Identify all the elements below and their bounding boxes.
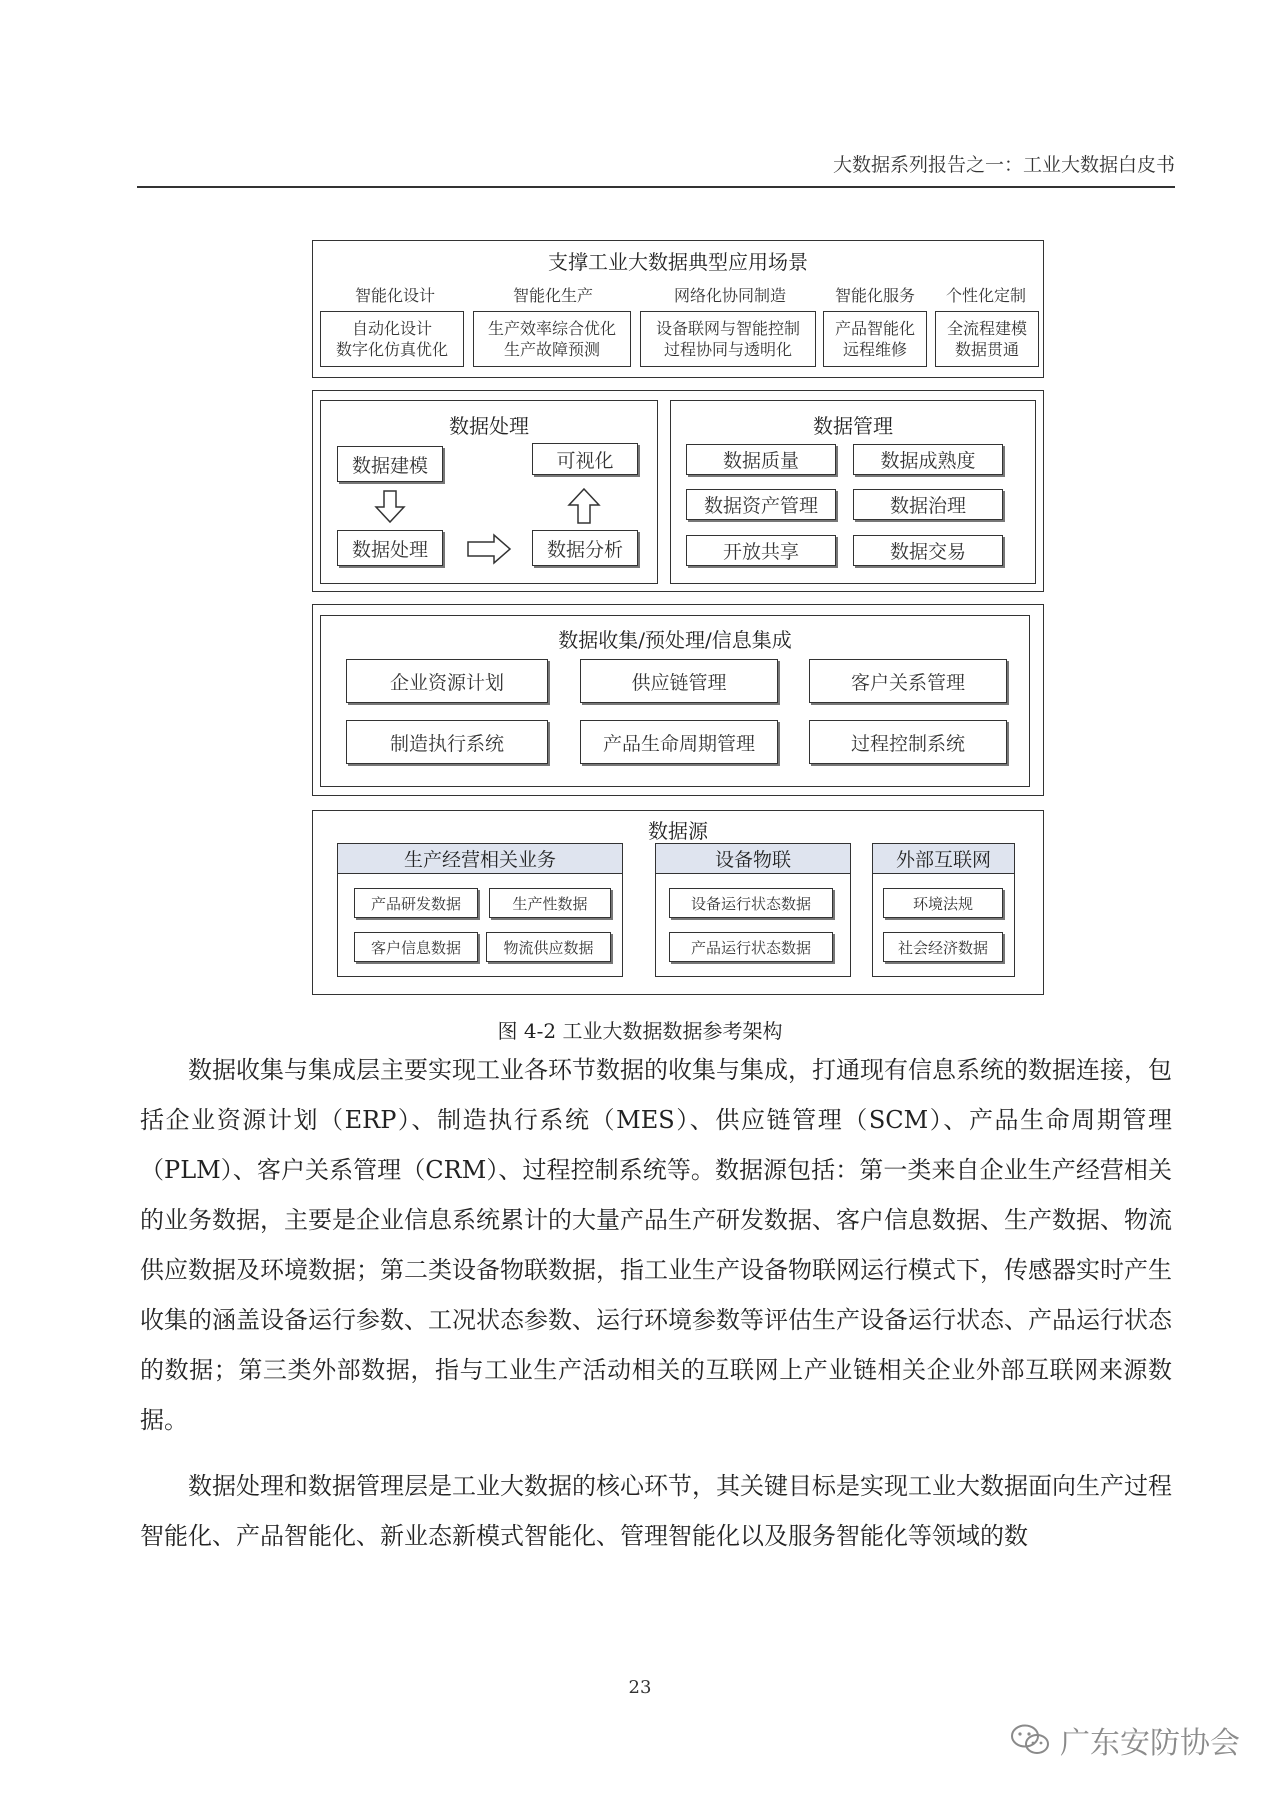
watermark <box>1010 1718 1240 1762</box>
app-scenario-box <box>320 311 464 367</box>
page-number: 23 <box>628 1677 652 1698</box>
source-iot-title: 设备物联 <box>656 844 850 874</box>
source-item: 社会经济数据 <box>883 932 1003 962</box>
collection-title: 数据收集/预处理/信息集成 <box>558 628 792 652</box>
management-item: 数据治理 <box>853 489 1003 520</box>
app-category-label: 个性化定制 <box>945 286 1026 305</box>
header-rule <box>137 186 1175 188</box>
processing-box: 数据处理 <box>337 530 443 566</box>
app-scenario-line: 生产故障预测 <box>503 340 600 359</box>
app-scenario-line: 全流程建模 <box>946 319 1027 338</box>
app-layer-title: 支撑工业大数据典型应用场景 <box>548 250 808 274</box>
header-title: 大数据系列报告之一：工业大数据白皮书 <box>832 154 1175 176</box>
wechat-icon <box>1010 1723 1052 1757</box>
app-category-label: 网络化协同制造 <box>673 286 786 305</box>
app-category-label: 智能化生产 <box>512 286 593 305</box>
body-paragraph: 数据处理和数据管理层是工业大数据的核心环节，其关键目标是实现工业大数据面向生产过程智能化、产品智能化、新业态新模式智能化、管理智能化以及服务智能化等领域的数 <box>140 1472 1172 1550</box>
management-item: 数据资产管理 <box>686 489 836 520</box>
app-scenario-line: 生产效率综合优化 <box>487 319 616 338</box>
body-paragraph: 数据收集与集成层主要实现工业各环节数据的收集与集成，打通现有信息系统的数据连接，包括企业资源计划（ERP）、制造执行系统（MES）、供应链管理（SCM）、产品生命周期管理（PLM）、客户关系管理（CRM）、过程控制系统等。数据源包括：第一类来自企业生产经营相关的业务数据，主要是企业信息系统累计的大量产品生产研发数据、客户信息数据、生产数据、物流供应数据及环境数据；第二类设备物联数据，指工业生产设备物联网运行模式下，传感器实时产生收集的涵盖设备运行参数、工况状态参数、运行环境参数等评估生产设备运行状态、产品运行状态的数据；第三类外部数据，指与工业生产活动相关的互联网上产业链相关企业外部互联网来源数据。 <box>140 1056 1172 1434</box>
app-scenario-line: 数字化仿真优化 <box>335 340 448 359</box>
modeling-box: 数据建模 <box>337 446 443 482</box>
source-item: 客户信息数据 <box>354 932 478 962</box>
arrow-right-icon <box>466 533 512 565</box>
management-item: 开放共享 <box>686 535 836 566</box>
app-scenario-box <box>640 311 816 367</box>
source-item: 生产性数据 <box>489 888 611 918</box>
app-category-label: 智能化服务 <box>834 286 915 305</box>
app-scenario-line: 过程协同与透明化 <box>663 340 792 359</box>
source-item: 产品运行状态数据 <box>669 932 833 962</box>
watermark-text: 广东安防协会 <box>1060 1726 1240 1761</box>
source-item: 设备运行状态数据 <box>669 888 833 918</box>
source-business-title: 生产经营相关业务 <box>338 844 622 874</box>
collection-item: 客户关系管理 <box>809 659 1007 703</box>
source-item: 产品研发数据 <box>354 888 478 918</box>
source-internet-title: 外部互联网 <box>873 844 1014 874</box>
collection-item: 制造执行系统 <box>346 720 548 764</box>
app-category-label: 智能化设计 <box>354 286 435 305</box>
source-item: 物流供应数据 <box>486 932 611 962</box>
processing-title: 数据处理 <box>449 414 529 438</box>
collection-item: 产品生命周期管理 <box>580 720 778 764</box>
management-title: 数据管理 <box>813 414 893 438</box>
management-item: 数据质量 <box>686 444 836 475</box>
arrow-up-icon <box>566 487 602 525</box>
app-scenario-box <box>473 311 631 367</box>
source-item: 环境法规 <box>883 888 1003 918</box>
app-scenario-box <box>823 311 927 367</box>
visualization-box: 可视化 <box>532 443 638 475</box>
arrow-down-icon <box>372 489 408 525</box>
management-item: 数据交易 <box>853 535 1003 566</box>
app-scenario-line: 数据贯通 <box>954 340 1019 359</box>
source-title: 数据源 <box>648 819 708 843</box>
app-scenario-line: 产品智能化 <box>834 319 915 338</box>
app-scenario-line: 自动化设计 <box>351 319 432 338</box>
management-item: 数据成熟度 <box>853 444 1003 475</box>
analysis-box: 数据分析 <box>532 530 638 566</box>
collection-item: 企业资源计划 <box>346 659 548 703</box>
app-scenario-line: 远程维修 <box>842 340 907 359</box>
app-scenario-line: 设备联网与智能控制 <box>655 319 800 338</box>
collection-item: 供应链管理 <box>580 659 778 703</box>
figure-caption: 图 4-2 工业大数据数据参考架构 <box>497 1019 783 1043</box>
collection-item: 过程控制系统 <box>809 720 1007 764</box>
app-scenario-box <box>935 311 1039 367</box>
